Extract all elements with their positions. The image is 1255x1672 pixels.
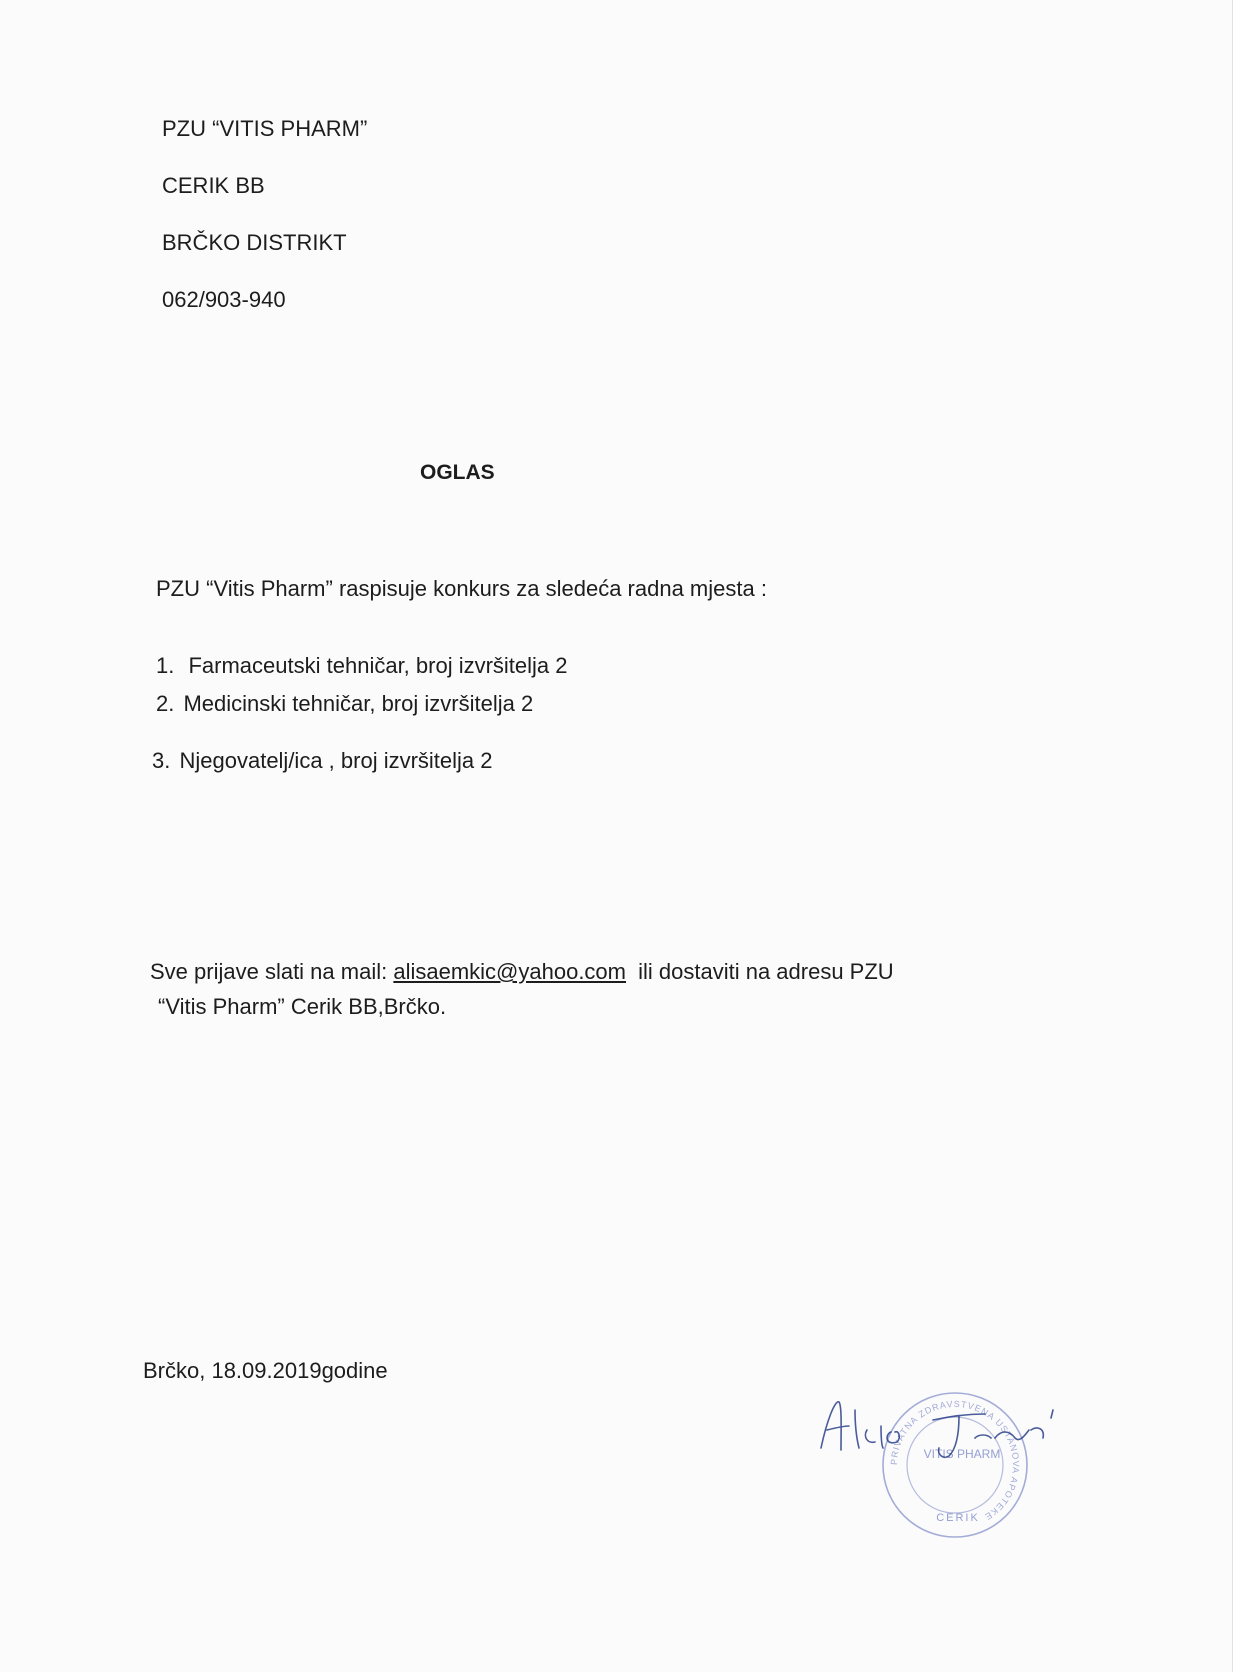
signature <box>815 1390 1075 1480</box>
scan-edge <box>1232 0 1255 1672</box>
list-item <box>156 693 533 715</box>
intro-paragraph: PZU “Vitis Pharm” raspisuje konkurs za sledeća radna mjesta : <box>156 576 767 601</box>
application-line-1 <box>150 961 894 983</box>
list-item <box>152 750 493 772</box>
sender-phone: 062/903-940 <box>162 287 286 312</box>
signature-last-name <box>933 1410 1053 1457</box>
list-item <box>156 655 568 677</box>
sender-street: CERIK BB <box>162 173 265 198</box>
list-item-number: 1. <box>156 653 175 678</box>
stamp-center-text: VITIS PHARM <box>923 1447 1001 1461</box>
application-line-2: “Vitis Pharm” Cerik BB,Brčko. <box>158 994 447 1019</box>
application-prefix: Sve prijave slati na mail: <box>150 959 388 984</box>
list-item-text: Medicinski tehničar, broj izvršitelja 2 <box>183 691 534 716</box>
application-suffix: ili dostaviti na adresu PZU <box>638 959 894 984</box>
email-link[interactable]: alisaemkic@yahoo.com <box>393 959 626 984</box>
list-item-text: Farmaceutski tehničar, broj izvršitelja 2 <box>188 653 568 678</box>
sender-city: BRČKO DISTRIKT <box>162 230 347 255</box>
list-item-text: Njegovatelj/ica , broj izvršitelja 2 <box>179 748 493 773</box>
signature-first-name <box>821 1402 899 1450</box>
list-item-number: 3. <box>152 748 171 773</box>
stamp-bottom-text: CERIK <box>936 1512 980 1524</box>
list-item-number: 2. <box>156 691 175 716</box>
stamp-ring-text: PRIVATNA ZDRAVSTVENA USTANOVA APOTEKE <box>888 1398 1022 1523</box>
sender-name: PZU “VITIS PHARM” <box>162 116 368 141</box>
document-date: Brčko, 18.09.2019godine <box>143 1358 388 1383</box>
document-title: OGLAS <box>420 461 495 484</box>
